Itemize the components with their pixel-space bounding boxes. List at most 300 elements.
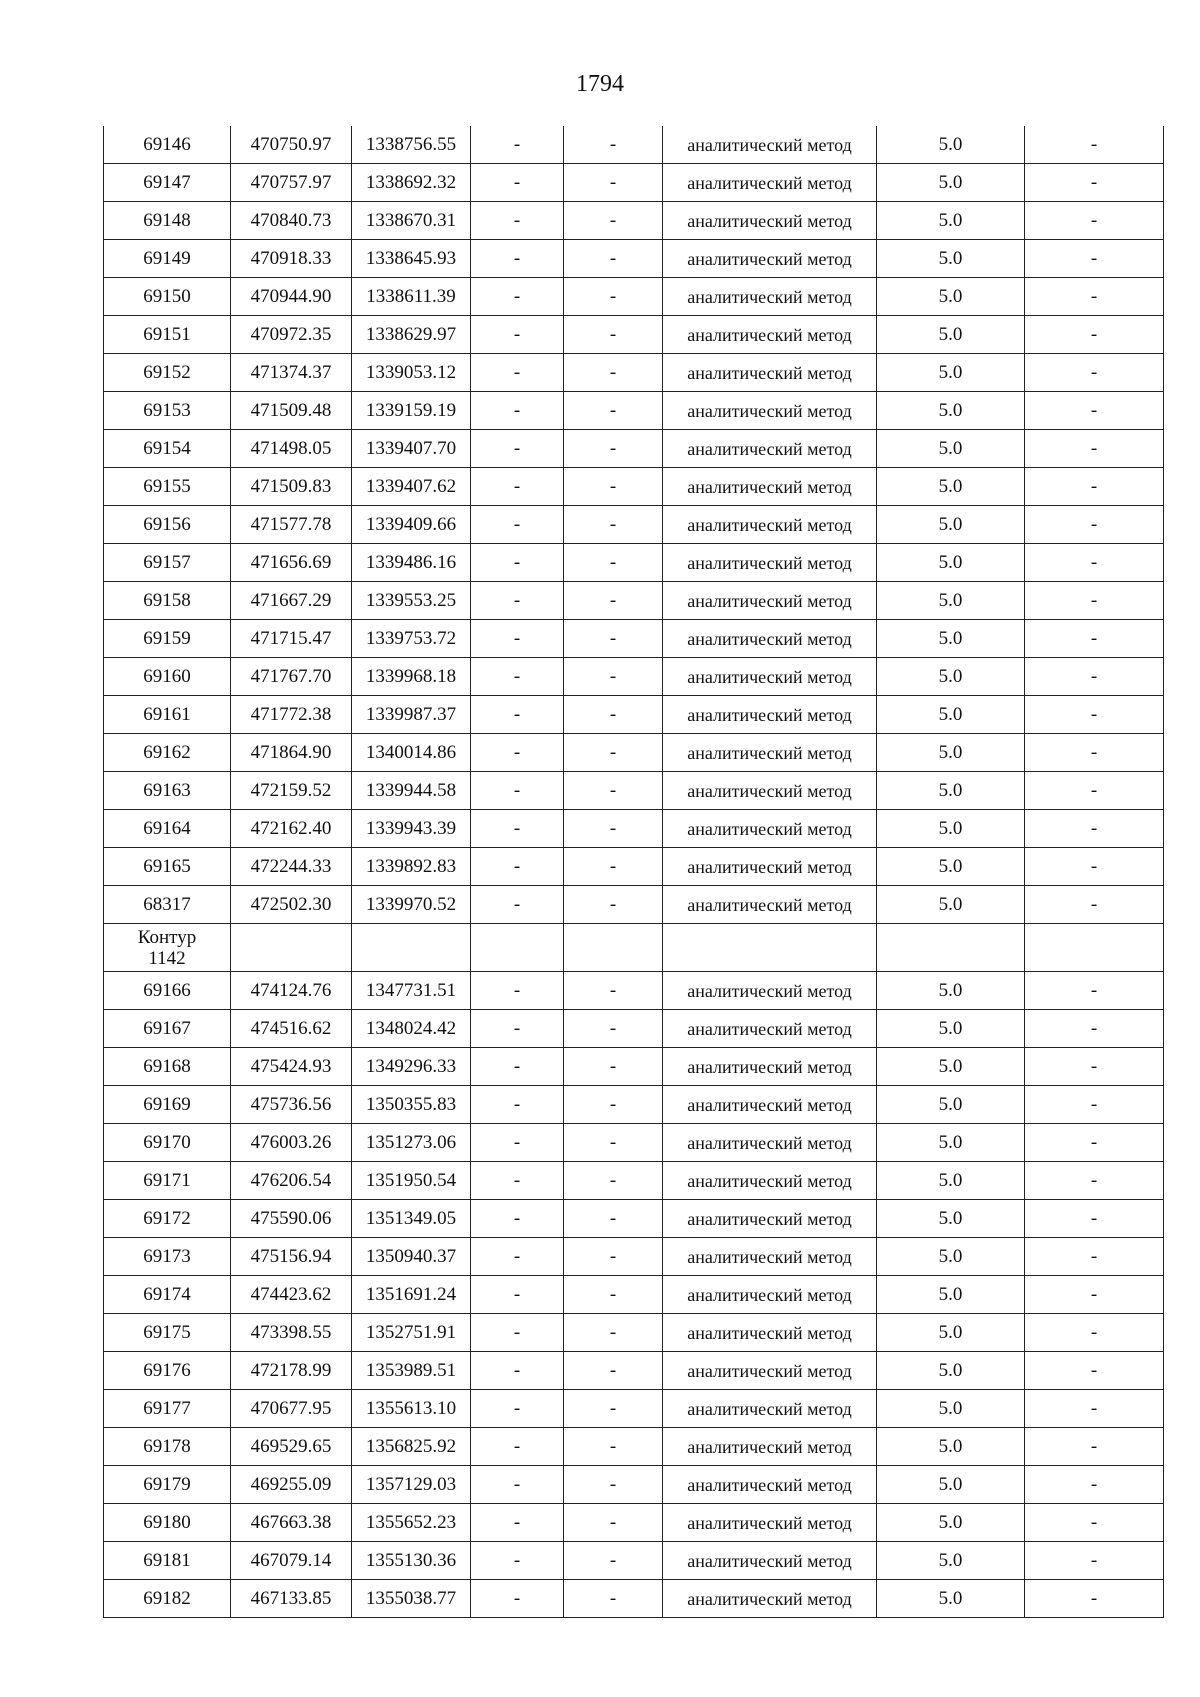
accuracy-cell: 5.0 [877, 278, 1025, 316]
col-8-cell: - [1025, 886, 1164, 924]
col-5-cell: - [564, 202, 663, 240]
y-coordinate-cell: 1339407.62 [352, 468, 471, 506]
accuracy-cell: 5.0 [877, 696, 1025, 734]
method-cell: аналитический метод [663, 848, 877, 886]
x-coordinate-cell: 472162.40 [231, 810, 352, 848]
col-4-cell: - [471, 392, 564, 430]
method-cell: аналитический метод [663, 1276, 877, 1314]
x-coordinate-cell: 474516.62 [231, 1010, 352, 1048]
y-coordinate-cell: 1348024.42 [352, 1010, 471, 1048]
col-4-cell: - [471, 126, 564, 164]
col-5-cell: - [564, 1162, 663, 1200]
col-5-cell: - [564, 886, 663, 924]
point-id-cell: 69153 [104, 392, 231, 430]
point-id-cell: 69146 [104, 126, 231, 164]
table-row [104, 582, 1164, 620]
table-row [104, 1086, 1164, 1124]
col-4-cell: - [471, 1276, 564, 1314]
col-4-cell: - [471, 1314, 564, 1352]
col-5-cell: - [564, 164, 663, 202]
col-4-cell: - [471, 658, 564, 696]
table-row [104, 392, 1164, 430]
col-5-cell: - [564, 1580, 663, 1618]
page-number: 1794 [576, 71, 624, 97]
table-row [104, 164, 1164, 202]
table-row [104, 1466, 1164, 1504]
accuracy-cell: 5.0 [877, 1314, 1025, 1352]
x-coordinate-cell: 470972.35 [231, 316, 352, 354]
table-row [104, 1542, 1164, 1580]
point-id-cell: 69176 [104, 1352, 231, 1390]
method-cell: аналитический метод [663, 1390, 877, 1428]
table-row [104, 1276, 1164, 1314]
col-8-cell: - [1025, 506, 1164, 544]
y-coordinate-cell: 1338611.39 [352, 278, 471, 316]
col-8-cell: - [1025, 126, 1164, 164]
coordinates-table [103, 126, 1164, 1618]
method-cell: аналитический метод [663, 392, 877, 430]
method-cell: аналитический метод [663, 1086, 877, 1124]
x-coordinate-cell: 467663.38 [231, 1504, 352, 1542]
table-row [104, 1238, 1164, 1276]
col-5-cell: - [564, 1200, 663, 1238]
method-cell: аналитический метод [663, 1124, 877, 1162]
accuracy-cell: 5.0 [877, 1162, 1025, 1200]
col-5-cell: - [564, 1048, 663, 1086]
col-8-cell: - [1025, 164, 1164, 202]
x-coordinate-cell: 471767.70 [231, 658, 352, 696]
table-row [104, 1352, 1164, 1390]
col-8-cell: - [1025, 1010, 1164, 1048]
y-coordinate-cell: 1339892.83 [352, 848, 471, 886]
method-cell: аналитический метод [663, 278, 877, 316]
accuracy-cell: 5.0 [877, 1086, 1025, 1124]
point-id-cell: 69172 [104, 1200, 231, 1238]
y-coordinate-cell: 1355130.36 [352, 1542, 471, 1580]
col-4-cell: - [471, 1124, 564, 1162]
col-8-cell: - [1025, 240, 1164, 278]
y-coordinate-cell: 1338692.32 [352, 164, 471, 202]
method-cell: аналитический метод [663, 734, 877, 772]
x-coordinate-cell: 475736.56 [231, 1086, 352, 1124]
accuracy-cell: 5.0 [877, 354, 1025, 392]
col-8-cell: - [1025, 734, 1164, 772]
accuracy-cell: 5.0 [877, 506, 1025, 544]
table-body [104, 126, 1164, 1618]
accuracy-cell: 5.0 [877, 1276, 1025, 1314]
point-id-cell: 69171 [104, 1162, 231, 1200]
method-cell: аналитический метод [663, 164, 877, 202]
table-row [104, 1124, 1164, 1162]
col-8-cell: - [1025, 278, 1164, 316]
accuracy-cell: 5.0 [877, 392, 1025, 430]
col-5-cell: - [564, 972, 663, 1010]
method-cell: аналитический метод [663, 506, 877, 544]
col-8-cell: - [1025, 582, 1164, 620]
col-8-cell: - [1025, 430, 1164, 468]
table-row [104, 202, 1164, 240]
table-row [104, 506, 1164, 544]
col-8-cell: - [1025, 1466, 1164, 1504]
accuracy-cell: 5.0 [877, 848, 1025, 886]
method-cell: аналитический метод [663, 886, 877, 924]
col-4-cell: - [471, 1086, 564, 1124]
method-cell: аналитический метод [663, 240, 877, 278]
method-cell: аналитический метод [663, 202, 877, 240]
x-coordinate-cell: 470918.33 [231, 240, 352, 278]
table-row [104, 468, 1164, 506]
x-coordinate-cell: 471509.83 [231, 468, 352, 506]
col-8-cell: - [1025, 696, 1164, 734]
table-row [104, 734, 1164, 772]
col-5-cell: - [564, 620, 663, 658]
accuracy-cell: 5.0 [877, 772, 1025, 810]
col-5-cell: - [564, 1352, 663, 1390]
point-id-cell: 69163 [104, 772, 231, 810]
accuracy-cell: 5.0 [877, 1390, 1025, 1428]
y-coordinate-cell: 1349296.33 [352, 1048, 471, 1086]
accuracy-cell: 5.0 [877, 1580, 1025, 1618]
table-row [104, 1048, 1164, 1086]
point-id-cell: 69150 [104, 278, 231, 316]
col-5-cell: - [564, 734, 663, 772]
col-5-cell: - [564, 1390, 663, 1428]
x-coordinate-cell: 474423.62 [231, 1276, 352, 1314]
accuracy-cell: 5.0 [877, 544, 1025, 582]
col-5-cell: - [564, 544, 663, 582]
method-cell: аналитический метод [663, 696, 877, 734]
method-cell: аналитический метод [663, 972, 877, 1010]
point-id-cell: 69151 [104, 316, 231, 354]
col-4-cell: - [471, 1428, 564, 1466]
method-cell: аналитический метод [663, 316, 877, 354]
accuracy-cell: 5.0 [877, 316, 1025, 354]
contour-label-cell [104, 924, 231, 972]
accuracy-cell: 5.0 [877, 430, 1025, 468]
method-cell: аналитический метод [663, 544, 877, 582]
col-4-cell: - [471, 1504, 564, 1542]
method-cell: аналитический метод [663, 772, 877, 810]
x-coordinate-cell: 467133.85 [231, 1580, 352, 1618]
x-coordinate-cell: 471715.47 [231, 620, 352, 658]
method-cell: аналитический метод [663, 126, 877, 164]
col-8-cell: - [1025, 354, 1164, 392]
table-row [104, 316, 1164, 354]
point-id-cell: 69169 [104, 1086, 231, 1124]
method-cell: аналитический метод [663, 1162, 877, 1200]
col-8-cell: - [1025, 1238, 1164, 1276]
point-id-cell: 69147 [104, 164, 231, 202]
accuracy-cell: 5.0 [877, 658, 1025, 696]
method-cell: аналитический метод [663, 1238, 877, 1276]
method-cell: аналитический метод [663, 1542, 877, 1580]
col-8-cell: - [1025, 544, 1164, 582]
accuracy-cell: 5.0 [877, 1352, 1025, 1390]
col-5-cell: - [564, 1428, 663, 1466]
y-coordinate-cell: 1339159.19 [352, 392, 471, 430]
point-id-cell: 69156 [104, 506, 231, 544]
empty-cell [663, 924, 877, 972]
point-id-cell: 69149 [104, 240, 231, 278]
table-row [104, 430, 1164, 468]
table-row [104, 696, 1164, 734]
point-id-cell: 69152 [104, 354, 231, 392]
accuracy-cell: 5.0 [877, 240, 1025, 278]
accuracy-cell: 5.0 [877, 620, 1025, 658]
col-5-cell: - [564, 430, 663, 468]
col-4-cell: - [471, 1580, 564, 1618]
col-4-cell: - [471, 1352, 564, 1390]
point-id-cell: 69148 [104, 202, 231, 240]
y-coordinate-cell: 1339053.12 [352, 354, 471, 392]
col-5-cell: - [564, 810, 663, 848]
accuracy-cell: 5.0 [877, 734, 1025, 772]
method-cell: аналитический метод [663, 354, 877, 392]
col-8-cell: - [1025, 658, 1164, 696]
col-4-cell: - [471, 1542, 564, 1580]
method-cell: аналитический метод [663, 1010, 877, 1048]
col-8-cell: - [1025, 316, 1164, 354]
x-coordinate-cell: 470677.95 [231, 1390, 352, 1428]
y-coordinate-cell: 1340014.86 [352, 734, 471, 772]
col-5-cell: - [564, 354, 663, 392]
y-coordinate-cell: 1339970.52 [352, 886, 471, 924]
col-4-cell: - [471, 1390, 564, 1428]
col-5-cell: - [564, 848, 663, 886]
x-coordinate-cell: 471656.69 [231, 544, 352, 582]
col-4-cell: - [471, 734, 564, 772]
empty-cell [352, 924, 471, 972]
x-coordinate-cell: 469255.09 [231, 1466, 352, 1504]
table-row [104, 1504, 1164, 1542]
y-coordinate-cell: 1339409.66 [352, 506, 471, 544]
x-coordinate-cell: 476206.54 [231, 1162, 352, 1200]
point-id-cell: 69154 [104, 430, 231, 468]
method-cell: аналитический метод [663, 1200, 877, 1238]
table-row [104, 544, 1164, 582]
col-8-cell: - [1025, 202, 1164, 240]
col-8-cell: - [1025, 848, 1164, 886]
accuracy-cell: 5.0 [877, 1428, 1025, 1466]
accuracy-cell: 5.0 [877, 1048, 1025, 1086]
point-id-cell: 69181 [104, 1542, 231, 1580]
x-coordinate-cell: 470840.73 [231, 202, 352, 240]
col-5-cell: - [564, 1314, 663, 1352]
col-4-cell: - [471, 240, 564, 278]
col-8-cell: - [1025, 1428, 1164, 1466]
method-cell: аналитический метод [663, 1466, 877, 1504]
col-4-cell: - [471, 544, 564, 582]
table-row [104, 620, 1164, 658]
point-id-cell: 69175 [104, 1314, 231, 1352]
accuracy-cell: 5.0 [877, 1542, 1025, 1580]
y-coordinate-cell: 1352751.91 [352, 1314, 471, 1352]
col-8-cell: - [1025, 1086, 1164, 1124]
col-5-cell: - [564, 1010, 663, 1048]
col-8-cell: - [1025, 1390, 1164, 1428]
point-id-cell: 69182 [104, 1580, 231, 1618]
point-id-cell: 69158 [104, 582, 231, 620]
accuracy-cell: 5.0 [877, 126, 1025, 164]
col-4-cell: - [471, 430, 564, 468]
y-coordinate-cell: 1355613.10 [352, 1390, 471, 1428]
x-coordinate-cell: 470944.90 [231, 278, 352, 316]
table-row [104, 772, 1164, 810]
col-4-cell: - [471, 316, 564, 354]
col-4-cell: - [471, 278, 564, 316]
x-coordinate-cell: 474124.76 [231, 972, 352, 1010]
y-coordinate-cell: 1355652.23 [352, 1504, 471, 1542]
col-8-cell: - [1025, 810, 1164, 848]
accuracy-cell: 5.0 [877, 164, 1025, 202]
x-coordinate-cell: 467079.14 [231, 1542, 352, 1580]
col-5-cell: - [564, 1504, 663, 1542]
col-4-cell: - [471, 772, 564, 810]
y-coordinate-cell: 1338629.97 [352, 316, 471, 354]
point-id-cell: 69166 [104, 972, 231, 1010]
col-4-cell: - [471, 582, 564, 620]
col-4-cell: - [471, 810, 564, 848]
col-4-cell: - [471, 1466, 564, 1504]
point-id-cell: 69173 [104, 1238, 231, 1276]
y-coordinate-cell: 1351950.54 [352, 1162, 471, 1200]
point-id-cell: 69170 [104, 1124, 231, 1162]
col-8-cell: - [1025, 1124, 1164, 1162]
col-8-cell: - [1025, 1542, 1164, 1580]
y-coordinate-cell: 1339753.72 [352, 620, 471, 658]
col-5-cell: - [564, 1276, 663, 1314]
y-coordinate-cell: 1356825.92 [352, 1428, 471, 1466]
point-id-cell: 69177 [104, 1390, 231, 1428]
col-4-cell: - [471, 1048, 564, 1086]
col-4-cell: - [471, 506, 564, 544]
col-4-cell: - [471, 620, 564, 658]
col-4-cell: - [471, 202, 564, 240]
x-coordinate-cell: 472178.99 [231, 1352, 352, 1390]
method-cell: аналитический метод [663, 1580, 877, 1618]
point-id-cell: 69162 [104, 734, 231, 772]
accuracy-cell: 5.0 [877, 582, 1025, 620]
col-5-cell: - [564, 392, 663, 430]
col-8-cell: - [1025, 1504, 1164, 1542]
col-8-cell: - [1025, 1314, 1164, 1352]
method-cell: аналитический метод [663, 1504, 877, 1542]
col-8-cell: - [1025, 772, 1164, 810]
y-coordinate-cell: 1339553.25 [352, 582, 471, 620]
y-coordinate-cell: 1347731.51 [352, 972, 471, 1010]
col-4-cell: - [471, 1200, 564, 1238]
x-coordinate-cell: 469529.65 [231, 1428, 352, 1466]
y-coordinate-cell: 1357129.03 [352, 1466, 471, 1504]
accuracy-cell: 5.0 [877, 886, 1025, 924]
point-id-cell: 69174 [104, 1276, 231, 1314]
col-4-cell: - [471, 164, 564, 202]
col-8-cell: - [1025, 1276, 1164, 1314]
point-id-cell: 69161 [104, 696, 231, 734]
col-4-cell: - [471, 696, 564, 734]
col-8-cell: - [1025, 1200, 1164, 1238]
accuracy-cell: 5.0 [877, 972, 1025, 1010]
y-coordinate-cell: 1353989.51 [352, 1352, 471, 1390]
x-coordinate-cell: 471667.29 [231, 582, 352, 620]
empty-cell [231, 924, 352, 972]
table-row [104, 278, 1164, 316]
table-row [104, 1428, 1164, 1466]
col-5-cell: - [564, 316, 663, 354]
table-row [104, 1010, 1164, 1048]
y-coordinate-cell: 1350940.37 [352, 1238, 471, 1276]
table-row [104, 848, 1164, 886]
x-coordinate-cell: 470750.97 [231, 126, 352, 164]
method-cell: аналитический метод [663, 1048, 877, 1086]
y-coordinate-cell: 1338670.31 [352, 202, 471, 240]
contour-header-row [104, 924, 1164, 972]
y-coordinate-cell: 1351349.05 [352, 1200, 471, 1238]
col-8-cell: - [1025, 620, 1164, 658]
x-coordinate-cell: 471374.37 [231, 354, 352, 392]
method-cell: аналитический метод [663, 658, 877, 696]
col-5-cell: - [564, 278, 663, 316]
table-row [104, 1390, 1164, 1428]
table-row [104, 972, 1164, 1010]
accuracy-cell: 5.0 [877, 1124, 1025, 1162]
col-5-cell: - [564, 1466, 663, 1504]
table-row [104, 810, 1164, 848]
accuracy-cell: 5.0 [877, 468, 1025, 506]
method-cell: аналитический метод [663, 810, 877, 848]
y-coordinate-cell: 1339968.18 [352, 658, 471, 696]
y-coordinate-cell: 1339407.70 [352, 430, 471, 468]
table-row [104, 886, 1164, 924]
point-id-cell: 69164 [104, 810, 231, 848]
col-5-cell: - [564, 1542, 663, 1580]
point-id-cell: 69168 [104, 1048, 231, 1086]
x-coordinate-cell: 475424.93 [231, 1048, 352, 1086]
point-id-cell: 69159 [104, 620, 231, 658]
col-4-cell: - [471, 972, 564, 1010]
y-coordinate-cell: 1339486.16 [352, 544, 471, 582]
col-5-cell: - [564, 1124, 663, 1162]
x-coordinate-cell: 476003.26 [231, 1124, 352, 1162]
col-8-cell: - [1025, 1162, 1164, 1200]
point-id-cell: 69180 [104, 1504, 231, 1542]
accuracy-cell: 5.0 [877, 1504, 1025, 1542]
point-id-cell: 69157 [104, 544, 231, 582]
x-coordinate-cell: 471864.90 [231, 734, 352, 772]
empty-cell [1025, 924, 1164, 972]
method-cell: аналитический метод [663, 582, 877, 620]
x-coordinate-cell: 472244.33 [231, 848, 352, 886]
point-id-cell: 69179 [104, 1466, 231, 1504]
col-8-cell: - [1025, 972, 1164, 1010]
method-cell: аналитический метод [663, 1428, 877, 1466]
y-coordinate-cell: 1350355.83 [352, 1086, 471, 1124]
col-5-cell: - [564, 1086, 663, 1124]
x-coordinate-cell: 475156.94 [231, 1238, 352, 1276]
table-row [104, 240, 1164, 278]
x-coordinate-cell: 471498.05 [231, 430, 352, 468]
table-row [104, 354, 1164, 392]
accuracy-cell: 5.0 [877, 1466, 1025, 1504]
col-8-cell: - [1025, 468, 1164, 506]
y-coordinate-cell: 1338645.93 [352, 240, 471, 278]
point-id-cell: 69165 [104, 848, 231, 886]
empty-cell [471, 924, 564, 972]
accuracy-cell: 5.0 [877, 202, 1025, 240]
y-coordinate-cell: 1351273.06 [352, 1124, 471, 1162]
col-4-cell: - [471, 886, 564, 924]
col-8-cell: - [1025, 392, 1164, 430]
